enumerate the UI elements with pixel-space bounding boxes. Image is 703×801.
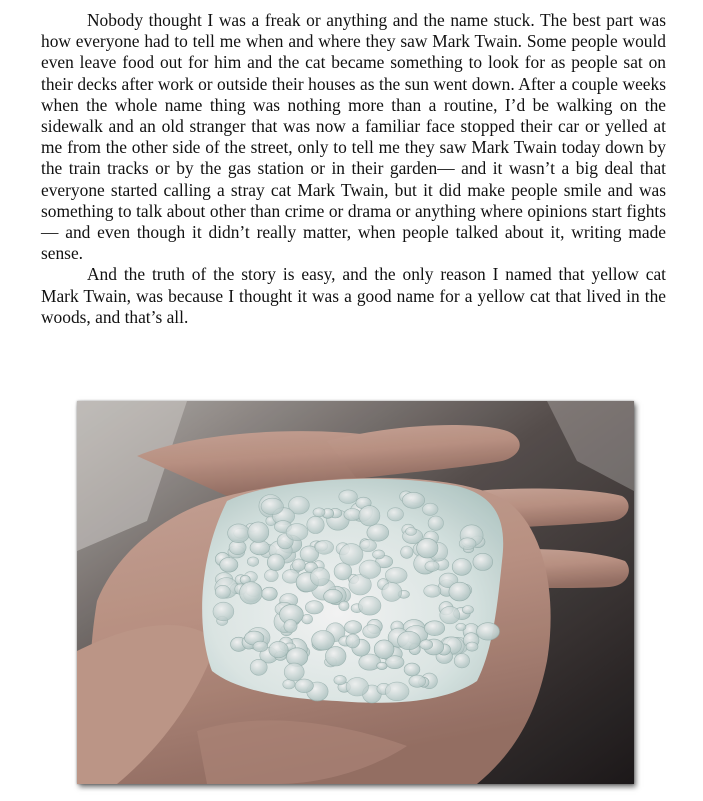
hailstones-photo-image: [77, 401, 634, 784]
paragraph-1: Nobody thought I was a freak or anything and the name stuck. The best part was how everyone had to tell me when and where they saw Mark Twain. Some people would even leave food out for him and the cat became something to look for as people sat on their decks after work or outside their houses as the sun went down. After a couple weeks when the whole name thing was nothing more than a routine, I’d be walking on the sidewalk and an old stranger that was now a familiar face stopped their car or yelled at me from the other side of the street, only to tell me they saw Mark Twain today down by the train tracks or by the gas station or in their garden— and it wasn’t a big deal that everyone started calling a stray cat Mark Twain, but it did make people smile and was something to talk about other than crime or drama or anything where opinions start fights— and even though it didn’t really matter, when people talked about it, writing made sense.: [41, 10, 666, 264]
paragraph-2: And the truth of the story is easy, and the only reason I named that yellow cat Mark Twain, was because I thought it was a good name for a yellow cat that lived in the woods, and that’s all.: [41, 264, 666, 327]
body-text: [41, 10, 666, 328]
hailstones-photo: [77, 401, 634, 784]
